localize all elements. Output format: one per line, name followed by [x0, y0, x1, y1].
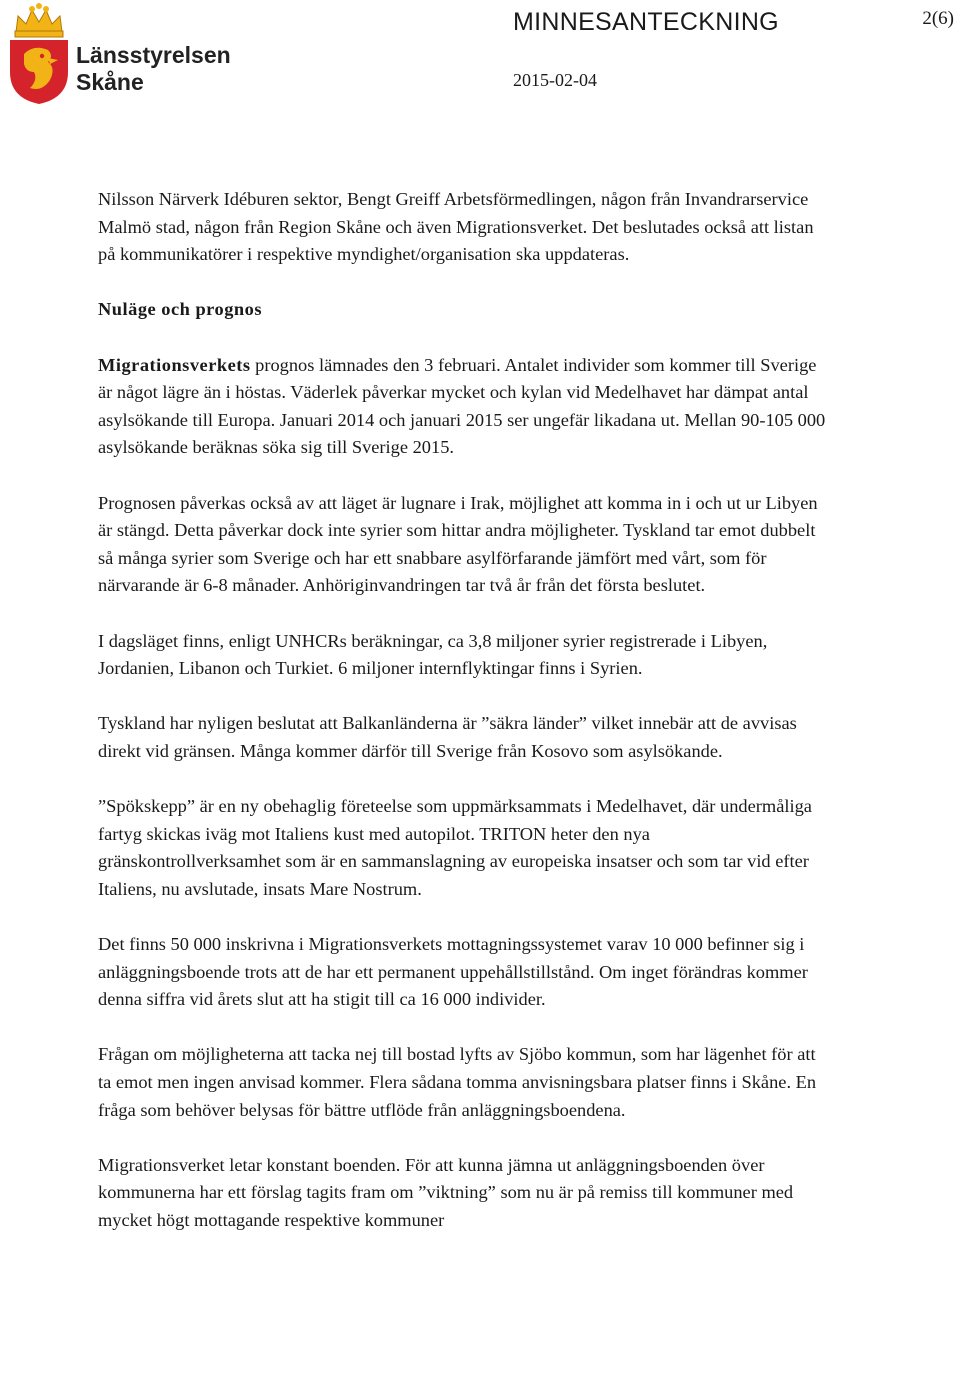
- document-body: [98, 186, 833, 1235]
- logo-line-2: Skåne: [76, 69, 144, 95]
- document-date: 2015-02-04: [513, 70, 597, 90]
- paragraph-ghost-ships: ”Spökskepp” är en ny obehaglig företeelse som uppmärksammats i Medelhavet, där undermåliga fartyg skickas iväg mot Italiens kust med autopilot. TRITON heter den nya gränskontrollverksamhet som är en sammanslagning av europeiska insatser och som tar vid efter Italiens, nu avslutade, insats Mare Nostrum.: [98, 796, 812, 899]
- lansstyrelsen-logo: [4, 2, 231, 106]
- document-type: MINNESANTECKNING: [513, 8, 779, 36]
- paragraph-participants: Nilsson Närverk Idéburen sektor, Bengt Greiff Arbetsförmedlingen, någon från Invandrarservice Malmö stad, någon från Region Skåne och även Migrationsverket. Det beslutades också att listan på kommunikatörer i respektive myndighet/organisation ska uppdateras.: [98, 189, 814, 265]
- paragraph-prognosis-text: prognos lämnades den 3 februari. Antalet individer som kommer till Sverige är något lägre än i höstas. Väderlek påverkar mycket och kylan vid Medelhavet har dämpat antal asylsökande till Europa. Januari 2014 och januari 2015 ser ungefär likadana ut. Mellan 90-105 000 asylsökande beräknas söka sig till Sverige 2015.: [98, 354, 826, 458]
- section-heading: Nuläge och prognos: [98, 299, 262, 320]
- paragraph-prognosis: [98, 352, 833, 462]
- paragraph-reception-system: Det finns 50 000 inskrivna i Migrationsverkets mottagningssystemet varav 10 000 befinner sig i anläggningsboende trots att de har ett permanent uppehållstillstånd. Om inget förändras kommer denna siffra vid årets slut att ha stigit till ca 16 000 individer.: [98, 934, 808, 1010]
- bold-term: Migrationsverkets: [98, 354, 251, 375]
- coat-of-arms-icon: [4, 2, 74, 106]
- paragraph-unhcr: I dagsläget finns, enligt UNHCRs beräkningar, ca 3,8 miljoner syrier registrerade i Libyen, Jordanien, Libanon och Turkiet. 6 miljoner internflyktingar finns i Syrien.: [98, 630, 768, 679]
- paragraph-housing-search: Migrationsverket letar konstant boenden. För att kunna jämna ut anläggningsboenden över kommunerna har ett förslag tagits fram om ”viktning” som nu är på remiss till kommuner med mycket högt mottagande respektive kommuner: [98, 1154, 794, 1230]
- paragraph-prognosis-factors: Prognosen påverkas också av att läget är lugnare i Irak, möjlighet att komma in i och ut ur Libyen är stängd. Detta påverkar dock inte syrier som hittar andra möjligheter. Tyskland tar emot dubbelt så många syrier som Sverige och har ett snabbare asylförfarande jämfört med vårt, som för närvarande är 6-8 månader. Anhöriginvandringen tar två år från det första beslutet.: [98, 492, 818, 596]
- paragraph-housing-question: Frågan om möjligheterna att tacka nej till bostad lyfts av Sjöbo kommun, som har lägenhet för att ta emot men ingen anvisad kommer. Flera sådana tomma anvisningsbara platser finns i Skåne. En fråga som behöver belysas för bättre utflöde från anläggningsboendena.: [98, 1044, 817, 1120]
- page-number: 2(6): [922, 8, 954, 29]
- logo-wordmark: [76, 42, 231, 96]
- logo-line-1: Länsstyrelsen: [76, 42, 231, 68]
- paragraph-germany: Tyskland har nyligen beslutat att Balkanländerna är ”säkra länder” vilket innebär att de avvisas direkt vid gränsen. Många kommer därför till Sverige från Kosovo som asylsökande.: [98, 713, 797, 761]
